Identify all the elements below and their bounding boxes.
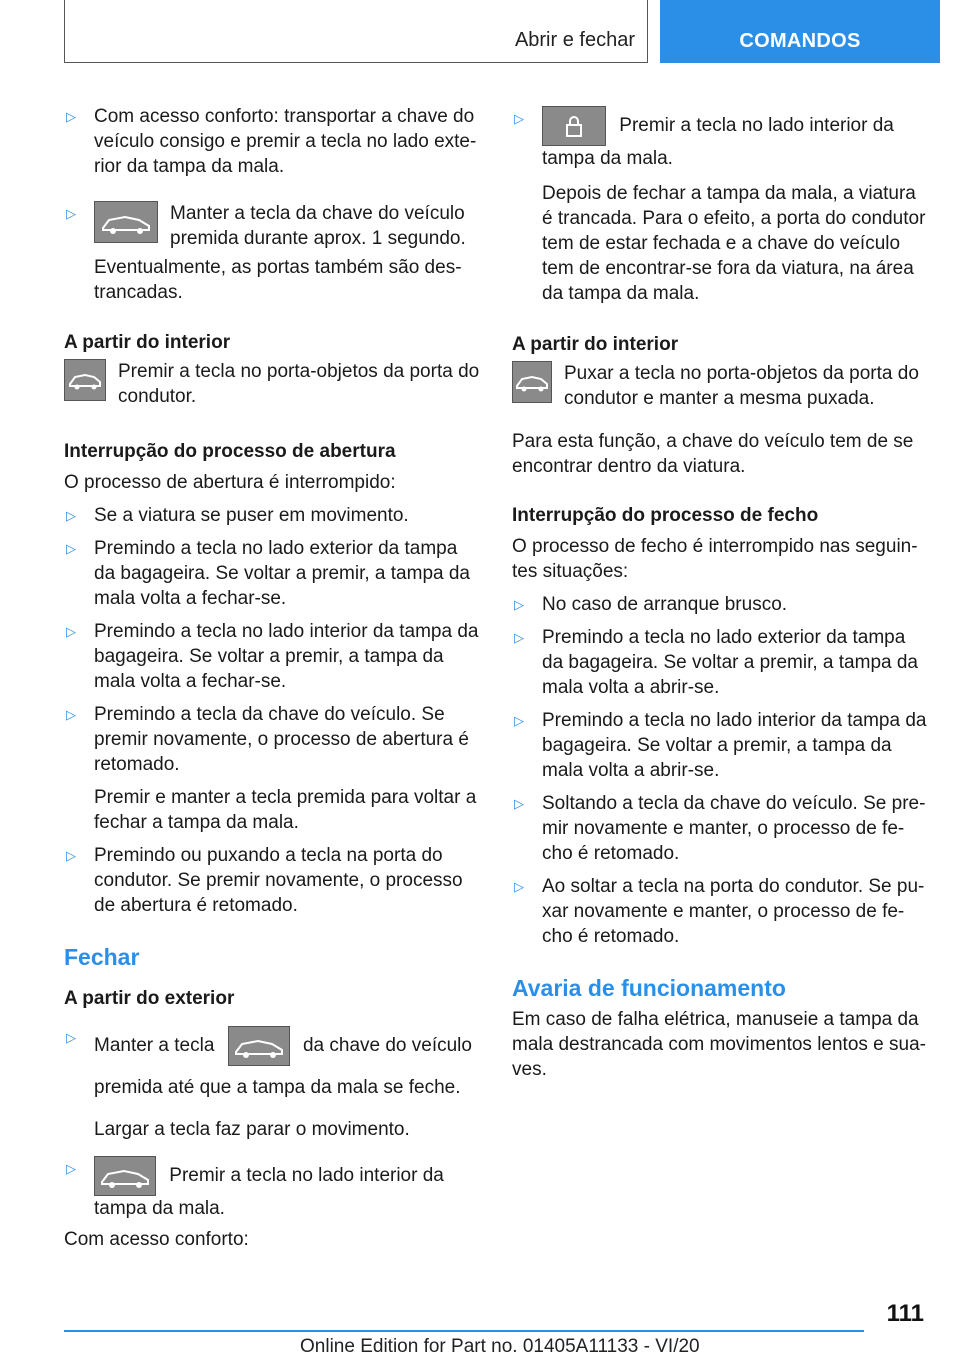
list-item-continuation: Premir e manter a tecla premida para voltar a fechar a tampa da mala. [94, 787, 477, 833]
section-heading-malfunction: Avaria de funcionamento [512, 975, 786, 1001]
list-item [64, 1156, 480, 1221]
list-item: ▷ Ao soltar a tecla na porta do condutor. Se pu-xar novamente e manter, o processo de fe-cho é retomado. [512, 874, 928, 949]
list-item-text: Premir a tecla no lado interior da [169, 1165, 444, 1187]
footer-edition: Online Edition for Part no. 01405A11133 - VI/20 [300, 1336, 700, 1357]
car-trunk-icon [94, 201, 158, 243]
chapter-tab: COMANDOS [660, 0, 940, 63]
header-section-box [64, 0, 648, 63]
page-number: 111 [886, 1300, 924, 1327]
paragraph: Para esta função, a chave do veículo tem de se encontrar dentro da viatura. [512, 431, 914, 477]
list-item-text: tampa da mala. [94, 1198, 225, 1219]
car-trunk-icon [64, 359, 106, 401]
list-item-continuation: Depois de fechar a tampa da mala, a viatura é trancada. Para o efeito, a porta do condutor tem de estar fechada e a chave do veículo tem de encontrar-se fora da viatura, na área da tampa da mala. [542, 183, 926, 304]
lock-icon [542, 106, 606, 146]
list-item: ▷ Premindo a tecla no lado exterior da tampa da bagageira. Se voltar a premir, a tampa da mala volta a abrir-se. [512, 625, 928, 700]
section-title: Abrir e fechar [514, 29, 635, 51]
paragraph: O processo de abertura é interrompido: [64, 472, 396, 493]
section-heading-close: Fechar [64, 944, 140, 970]
list-item: ▷ Premindo a tecla no lado exterior da tampa da bagageira. Se voltar a premir, a tampa da mala volta a fechar-se. [64, 536, 480, 611]
list-item-text: Manter a tecla [94, 1035, 215, 1056]
list-item: ▷ No caso de arranque brusco. [512, 592, 928, 617]
subheading-interrupt-opening: Interrupção do processo de abertura [64, 441, 396, 462]
subheading-interrupt-closing: Interrupção do processo de fecho [512, 505, 819, 526]
list-item [512, 106, 928, 306]
inside-row [512, 361, 928, 411]
right-column [512, 106, 928, 1082]
list-item: ▷ Com acesso conforto: transportar a chave do veículo consigo e premir a tecla no lado exte-rior da tampa da mala. [64, 104, 480, 179]
list-item-text: Premir a tecla no lado interior da [619, 115, 894, 137]
list-item: ▷ Premindo ou puxando a tecla na porta do condutor. Se premir novamente, o processo de abertura é retomado. [64, 843, 480, 918]
list-item: ▷ Soltando a tecla da chave do veículo. Se pre-mir novamente e manter, o processo de fe-cho é retomado. [512, 791, 928, 866]
list-item-continuation: Eventualmente, as portas também são des-trancadas. [94, 257, 462, 303]
car-trunk-icon [228, 1026, 290, 1066]
list-item: ▷ Premindo a tecla no lado interior da tampa da bagageira. Se voltar a premir, a tampa da mala volta a abrir-se. [512, 708, 928, 783]
paragraph: Com acesso conforto: [64, 1229, 249, 1250]
car-trunk-icon [512, 361, 552, 403]
subheading-outside: A partir do exterior [64, 988, 235, 1009]
paragraph: Em caso de falha elétrica, manuseie a tampa da mala destrancada com movimentos lentos e sua-ves. [512, 1009, 926, 1080]
subheading-inside: A partir do interior [64, 332, 231, 353]
left-column [64, 104, 480, 1252]
list-item-text: ▷ Manter a tecla da chave do veículo premida durante aprox. 1 segundo. [170, 203, 466, 249]
footer-rule [64, 1330, 864, 1332]
list-item: ▷ Premindo a tecla no lado interior da tampa da bagageira. Se voltar a premir, a tampa da mala volta a fechar-se. [64, 619, 480, 694]
inside-text: Puxar a tecla no porta-objetos da porta do condutor e manter a mesma puxada. [564, 363, 919, 409]
car-trunk-icon [94, 1156, 156, 1196]
list-item [64, 201, 480, 305]
subheading-inside: A partir do interior [512, 334, 679, 355]
inside-row [64, 359, 480, 409]
list-item: ▷ Premindo a tecla da chave do veículo. Se premir novamente, o processo de abertura é retomado. [64, 702, 480, 777]
list-item-text: tampa da mala. [542, 148, 673, 169]
list-item-text: da chave do veículo premida até que a tampa da mala se feche. [94, 1035, 472, 1098]
list-item-continuation: Largar a tecla faz parar o movimento. [94, 1119, 410, 1140]
paragraph: O processo de fecho é interrompido nas seguin-tes situações: [512, 536, 918, 582]
list-item [64, 1025, 480, 1142]
list-item: ▷ Se a viatura se puser em movimento. [64, 503, 480, 528]
inside-text: Premir a tecla no porta-objetos da porta do condutor. [118, 361, 480, 407]
